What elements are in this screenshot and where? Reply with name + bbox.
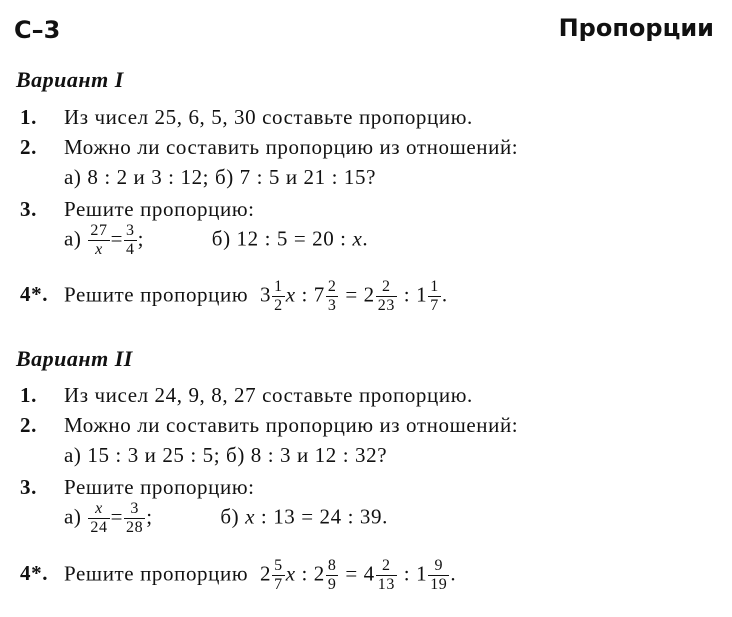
whole-part: 2 bbox=[313, 561, 325, 586]
whole-part: 3 bbox=[259, 282, 272, 307]
part-b-text: : 13 = 24 : 39. bbox=[255, 504, 388, 529]
fraction: $\frac{8}{9}$ bbox=[327, 557, 337, 593]
problem-subtext: а) 8 : 2 и 3 : 12; б) 7 : 5 и 21 : 15? bbox=[64, 165, 377, 189]
fraction: $\frac{5}{7}$ bbox=[274, 557, 283, 593]
whole-part: 2 bbox=[259, 561, 272, 586]
problem-number: 2. bbox=[20, 135, 37, 159]
fraction: $\frac{1}{7}$ bbox=[430, 278, 439, 314]
v2-problem-4 bbox=[20, 557, 456, 594]
variant-1-title: Вариант I bbox=[16, 67, 124, 92]
problem-text: Решите пропорцию: bbox=[64, 475, 255, 499]
fraction: $\frac{2}{3}$ bbox=[327, 278, 337, 314]
variable: x bbox=[285, 282, 296, 307]
problem-number: 3. bbox=[20, 197, 37, 221]
punct: . bbox=[441, 282, 448, 307]
fraction: $\frac{2}{23}$ bbox=[377, 278, 395, 314]
section-code: С–3 bbox=[14, 16, 61, 44]
problem-number: 1. bbox=[20, 383, 37, 407]
fraction: $\frac{1}{2}$ bbox=[274, 278, 283, 314]
whole-part: 1 bbox=[416, 282, 428, 307]
colon: : bbox=[295, 282, 314, 307]
part-a-label: а) bbox=[64, 504, 82, 529]
part-a-label: а) bbox=[64, 226, 82, 251]
v1-problem-1 bbox=[20, 105, 473, 130]
equals-sign: = bbox=[339, 561, 364, 586]
v1-problem-3-sub bbox=[20, 222, 368, 259]
problem-text: Можно ли составить пропорцию из отношений: bbox=[64, 413, 519, 437]
whole-part: 2 bbox=[363, 282, 375, 307]
problem-text: Из чисел 24, 9, 8, 27 составьте пропорцию. bbox=[64, 383, 473, 407]
part-b-label: б) bbox=[211, 226, 231, 251]
problem-text: Решите пропорцию: bbox=[64, 197, 255, 221]
fraction: $\frac{x}{24}$ bbox=[90, 500, 108, 536]
fraction: $\frac{3}{4}$ bbox=[126, 222, 135, 258]
variable: x bbox=[352, 226, 363, 251]
problem-number: 2. bbox=[20, 413, 37, 437]
fraction: $\frac{2}{13}$ bbox=[377, 557, 395, 593]
v2-problem-1 bbox=[20, 383, 473, 408]
v2-problem-3-sub bbox=[20, 500, 388, 537]
v1-problem-4 bbox=[20, 278, 448, 315]
problem-number: 4*. bbox=[20, 561, 49, 586]
whole-part: 1 bbox=[416, 561, 428, 586]
colon: : bbox=[397, 282, 417, 307]
punct: . bbox=[450, 561, 457, 586]
v1-problem-2 bbox=[20, 135, 518, 160]
page-title: Пропорции bbox=[558, 14, 714, 42]
part-b-label: б) bbox=[220, 504, 240, 529]
problem-text: Из чисел 25, 6, 5, 30 составьте пропорцию. bbox=[64, 105, 473, 129]
variable: x bbox=[285, 561, 296, 586]
problem-text: Решите пропорцию bbox=[64, 561, 249, 586]
fraction: $\frac{3}{28}$ bbox=[126, 500, 144, 536]
variable: x bbox=[245, 504, 256, 529]
problem-subtext: а) 15 : 3 и 25 : 5; б) 8 : 3 и 12 : 32? bbox=[64, 443, 388, 467]
punct: ; bbox=[146, 504, 153, 529]
v2-problem-3 bbox=[20, 475, 255, 500]
problem-number: 4*. bbox=[20, 282, 49, 307]
problem-number: 3. bbox=[20, 475, 37, 499]
colon: : bbox=[397, 561, 417, 586]
fraction: $\frac{9}{19}$ bbox=[430, 557, 448, 593]
v2-problem-2 bbox=[20, 413, 518, 438]
v2-problem-2-sub bbox=[20, 443, 387, 468]
fraction: $\frac{27}{x}$ bbox=[90, 222, 108, 258]
v1-problem-3 bbox=[20, 197, 255, 222]
equals-sign: = bbox=[110, 504, 124, 529]
punct: ; bbox=[137, 226, 145, 251]
equals-sign: = bbox=[110, 226, 124, 251]
v1-problem-2-sub bbox=[20, 165, 376, 190]
whole-part: 7 bbox=[313, 282, 325, 307]
punct: . bbox=[362, 226, 369, 251]
whole-part: 4 bbox=[363, 561, 375, 586]
part-b-text: 12 : 5 = 20 : bbox=[236, 226, 353, 251]
equals-sign: = bbox=[339, 282, 364, 307]
colon: : bbox=[295, 561, 314, 586]
problem-number: 1. bbox=[20, 105, 37, 129]
variant-2-title: Вариант II bbox=[16, 346, 133, 371]
problem-text: Решите пропорцию bbox=[64, 282, 249, 307]
problem-text: Можно ли составить пропорцию из отношений: bbox=[64, 135, 519, 159]
